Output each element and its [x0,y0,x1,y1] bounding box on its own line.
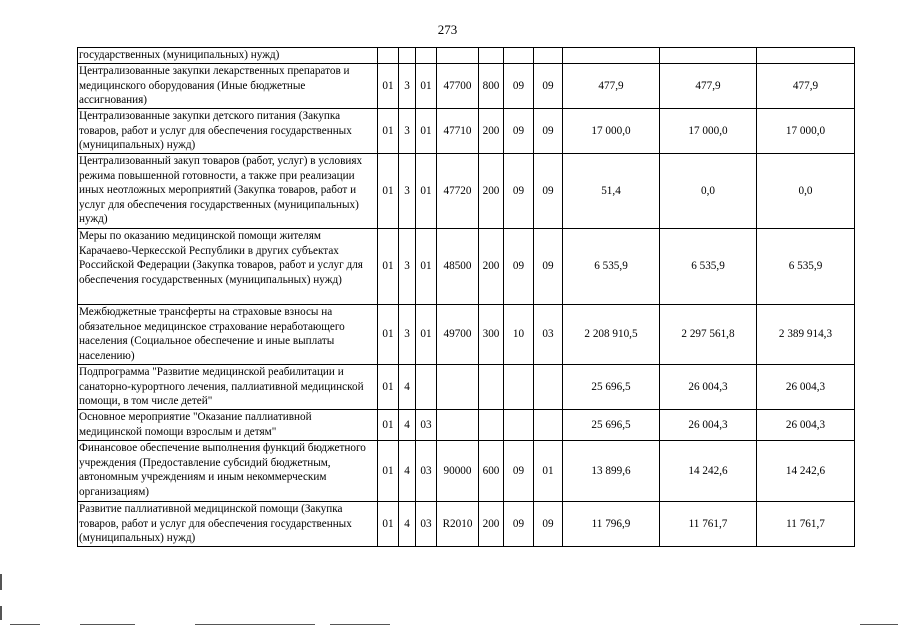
amount-cell: 13 899,6 [563,441,660,502]
page-number: 273 [437,22,458,37]
code-cell: 01 [378,441,399,502]
code-cell: 09 [534,502,563,547]
amount-cell: 11 761,7 [660,502,757,547]
code-cell [504,410,534,441]
amount-cell: 26 004,3 [660,365,757,410]
amount-cell: 477,9 [660,64,757,109]
amount-cell: 26 004,3 [757,365,855,410]
code-cell [534,365,563,410]
amount-cell: 11 761,7 [757,502,855,547]
code-cell: 01 [378,64,399,109]
scan-edge-mark [860,624,898,625]
table-row [78,410,855,441]
code-cell: 09 [504,441,534,502]
code-cell: 800 [479,64,504,109]
code-cell: 01 [534,441,563,502]
code-cell: 4 [399,441,416,502]
code-cell: 200 [479,154,504,229]
table-row [78,305,855,365]
code-cell: 09 [534,64,563,109]
code-cell: 03 [416,441,437,502]
code-cell: 01 [416,229,437,305]
scan-edge-mark [330,624,390,625]
code-cell: 09 [534,229,563,305]
code-cell [416,48,437,64]
table-row [78,502,855,547]
code-cell: 09 [534,154,563,229]
table-row [78,64,855,109]
code-cell [534,48,563,64]
code-cell: 09 [504,502,534,547]
code-cell: 01 [378,154,399,229]
code-cell [378,48,399,64]
code-cell: 01 [378,305,399,365]
code-cell: 10 [504,305,534,365]
row-name-cell: Межбюджетные трансферты на страховые взносы на обязательное медицинское страхование неработающего населения (Социальное обеспечение и иные выплаты населению) [78,305,378,365]
scan-edge-mark [80,624,135,625]
amount-cell: 26 004,3 [757,410,855,441]
table-row [78,48,855,64]
code-cell [504,48,534,64]
amount-cell: 2 208 910,5 [563,305,660,365]
code-cell: 200 [479,109,504,154]
code-cell: 4 [399,410,416,441]
row-name-cell: Подпрограмма "Развитие медицинской реабилитации и санаторно-курортного лечения, паллиативной медицинской помощи, в том числе детей" [78,365,378,410]
amount-cell: 14 242,6 [757,441,855,502]
code-cell: 09 [504,154,534,229]
row-name-cell: Централизованные закупки лекарственных препаратов и медицинского оборудования (Иные бюджетные ассигнования) [78,64,378,109]
amount-cell: 2 389 914,3 [757,305,855,365]
amount-cell: 17 000,0 [563,109,660,154]
amount-cell: 6 535,9 [757,229,855,305]
code-cell: 300 [479,305,504,365]
code-cell: 47720 [437,154,479,229]
code-cell: 01 [378,365,399,410]
code-cell [399,48,416,64]
code-cell: 48500 [437,229,479,305]
code-cell: 09 [504,229,534,305]
code-cell [479,365,504,410]
code-cell: 200 [479,229,504,305]
table-row [78,229,855,305]
amount-cell [757,48,855,64]
amount-cell: 17 000,0 [757,109,855,154]
amount-cell [563,48,660,64]
code-cell [437,410,479,441]
table-row [78,365,855,410]
code-cell [479,410,504,441]
code-cell [437,48,479,64]
amount-cell: 477,9 [563,64,660,109]
code-cell: 3 [399,154,416,229]
code-cell [534,410,563,441]
budget-table [77,47,855,547]
amount-cell: 2 297 561,8 [660,305,757,365]
scan-edge-mark [0,574,2,590]
amount-cell: 0,0 [757,154,855,229]
table-row [78,154,855,229]
code-cell: 03 [534,305,563,365]
amount-cell: 477,9 [757,64,855,109]
code-cell: 09 [504,109,534,154]
code-cell [504,365,534,410]
amount-cell: 51,4 [563,154,660,229]
code-cell: 3 [399,305,416,365]
code-cell: 01 [416,305,437,365]
code-cell: 3 [399,109,416,154]
code-cell: 4 [399,365,416,410]
code-cell: 01 [416,109,437,154]
amount-cell: 25 696,5 [563,365,660,410]
amount-cell: 11 796,9 [563,502,660,547]
code-cell: 03 [416,502,437,547]
code-cell: 01 [378,502,399,547]
table-row [78,109,855,154]
code-cell: R2010 [437,502,479,547]
code-cell: 01 [378,229,399,305]
code-cell: 3 [399,229,416,305]
code-cell: 01 [416,154,437,229]
code-cell: 03 [416,410,437,441]
amount-cell: 14 242,6 [660,441,757,502]
amount-cell: 25 696,5 [563,410,660,441]
code-cell: 09 [504,64,534,109]
code-cell: 4 [399,502,416,547]
scan-edge-mark [10,624,40,625]
amount-cell: 17 000,0 [660,109,757,154]
row-name-cell: Меры по оказанию медицинской помощи жителям Карачаево-Черкесской Республики в других субъектах Российской Федерации (Закупка товаров, работ и услуг для обеспечения государственных (муниципальных) нужд) [78,229,378,305]
code-cell: 01 [416,64,437,109]
code-cell: 09 [534,109,563,154]
amount-cell: 6 535,9 [563,229,660,305]
code-cell: 47700 [437,64,479,109]
row-name-cell: Развитие паллиативной медицинской помощи (Закупка товаров, работ и услуг для обеспечения государственных (муниципальных) нужд) [78,502,378,547]
row-name-cell: Централизованный закуп товаров (работ, услуг) в условиях режима повышенной готовности, а также при реализации иных неотложных мероприятий (Закупка товаров, работ и услуг для обеспечения государственных (муниципальных) нужд) [78,154,378,229]
amount-cell [660,48,757,64]
table-row [78,441,855,502]
code-cell: 49700 [437,305,479,365]
row-name-cell: Централизованные закупки детского питания (Закупка товаров, работ и услуг для обеспечения государственных (муниципальных) нужд) [78,109,378,154]
amount-cell: 6 535,9 [660,229,757,305]
code-cell: 01 [378,410,399,441]
scan-edge-mark [195,624,315,625]
code-cell: 90000 [437,441,479,502]
row-name-cell: Финансовое обеспечение выполнения функций бюджетного учреждения (Предоставление субсидий бюджетным, автономным учреждениям и иным некоммерческим организациям) [78,441,378,502]
code-cell [479,48,504,64]
row-name-cell: государственных (муниципальных) нужд) [78,48,378,64]
amount-cell: 26 004,3 [660,410,757,441]
row-name-cell: Основное мероприятие "Оказание паллиативной медицинской помощи взрослым и детям" [78,410,378,441]
code-cell: 01 [378,109,399,154]
code-cell: 200 [479,502,504,547]
code-cell: 3 [399,64,416,109]
scan-edge-mark [0,606,2,620]
amount-cell: 0,0 [660,154,757,229]
code-cell: 47710 [437,109,479,154]
code-cell [416,365,437,410]
code-cell: 600 [479,441,504,502]
code-cell [437,365,479,410]
